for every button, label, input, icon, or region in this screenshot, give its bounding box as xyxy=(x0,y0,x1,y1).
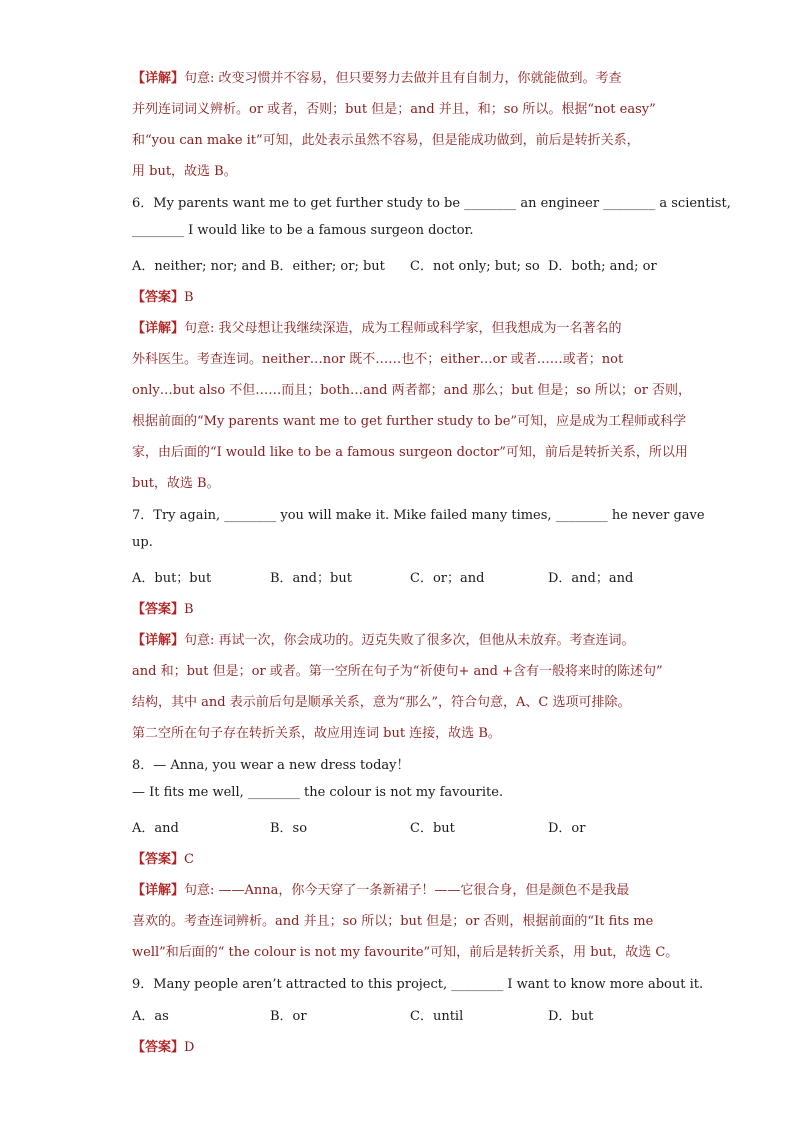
q6-stem-line-1: 6．My parents want me to get further study to be ________ an engineer ________ a scientist, xyxy=(132,196,731,211)
answer-tag: 【答案】 xyxy=(132,290,185,305)
q6-detail-line-6: but，故选 B。 xyxy=(132,476,220,491)
q5-detail-line-1 xyxy=(132,67,622,86)
q7-detail-line-1 xyxy=(132,629,635,648)
q8-option-c: C．but xyxy=(410,821,455,836)
q6-detail-line-4: 根据前面的“My parents want me to get further study to be”可知，应是成为工程师或科学 xyxy=(132,414,687,429)
q6-detail-line-3: only…but also 不但……而且；both…and 两者都；and 那么；but 但是；so 所以；or 否则， xyxy=(132,383,692,398)
q9-option-c: C．until xyxy=(410,1009,464,1024)
q8-answer xyxy=(132,848,194,867)
detail-text: 句意: 再试一次，你会成功的。迈克失败了很多次，但他从未放弃。考查连词。 xyxy=(184,633,635,648)
q8-stem-line-2: — It fits me well, ________ the colour is not my favourite. xyxy=(132,785,504,800)
answer-tag: 【答案】 xyxy=(132,602,185,617)
answer-tag: 【答案】 xyxy=(132,1040,185,1055)
q9-answer xyxy=(132,1036,194,1055)
q8-detail-line-1 xyxy=(132,879,629,898)
q7-option-b: B．and；but xyxy=(270,571,352,586)
answer-value: B xyxy=(184,290,194,305)
q9-option-a: A．as xyxy=(132,1009,169,1024)
detail-text: 句意: 改变习惯并不容易，但只要努力去做并且有自制力，你就能做到。考查 xyxy=(184,71,622,86)
q6-answer xyxy=(132,286,194,305)
q7-answer xyxy=(132,598,194,617)
q9-stem-line-1: 9．Many people aren’t attracted to this project, ________ I want to know more about it. xyxy=(132,977,704,992)
q8-option-a: A．and xyxy=(132,821,179,836)
q7-option-c: C．or；and xyxy=(410,571,485,586)
q9-option-b: B．or xyxy=(270,1009,307,1024)
q5-detail-line-3: 和“you can make it”可知，此处表示虽然不容易，但是能成功做到，前后是转折关系， xyxy=(132,133,640,148)
detail-tag: 【详解】 xyxy=(132,633,185,648)
detail-tag: 【详解】 xyxy=(132,321,185,336)
q6-detail-line-1 xyxy=(132,317,622,336)
answer-value: C xyxy=(184,852,194,867)
q6-option-a: A．neither; nor; and xyxy=(132,259,266,274)
answer-value: B xyxy=(184,602,194,617)
q7-detail-line-3: 结构，其中 and 表示前后句是顺承关系，意为“那么”，符合句意，A、C 选项可排除。 xyxy=(132,695,631,710)
q6-option-c: C．not only; but; so xyxy=(410,259,540,274)
q5-detail-line-4: 用 but，故选 B。 xyxy=(132,164,237,179)
q7-option-d: D．and；and xyxy=(548,571,634,586)
q6-option-b: B．either; or; but xyxy=(270,259,385,274)
q7-option-a: A．but；but xyxy=(132,571,212,586)
q7-stem-line-1: 7．Try again, ________ you will make it. Mike failed many times, ________ he never gave xyxy=(132,508,705,523)
detail-tag: 【详解】 xyxy=(132,71,185,86)
detail-tag: 【详解】 xyxy=(132,883,185,898)
q8-detail-line-3: well”和后面的“ the colour is not my favourite”可知，前后是转折关系，用 but，故选 C。 xyxy=(132,945,679,960)
q5-detail-line-2: 并列连词词义辨析。or 或者，否则；but 但是；and 并且，和；so 所以。根据“not easy” xyxy=(132,102,656,117)
q6-option-d: D．both; and; or xyxy=(548,259,657,274)
q7-detail-line-2: and 和；but 但是；or 或者。第一空所在句子为“祈使句+ and +含有一般将来时的陈述句” xyxy=(132,664,663,679)
q6-detail-line-2: 外科医生。考查连词。neither…nor 既不……也不；either…or 或者……或者；not xyxy=(132,352,624,367)
q7-stem-line-2: up. xyxy=(132,535,153,550)
q7-detail-line-4: 第二空所在句子存在转折关系，故应用连词 but 连接，故选 B。 xyxy=(132,726,501,741)
q8-option-d: D．or xyxy=(548,821,586,836)
detail-text: 句意: 我父母想让我继续深造，成为工程师或科学家，但我想成为一名著名的 xyxy=(184,321,622,336)
answer-value: D xyxy=(184,1040,195,1055)
q6-stem-line-2: ________ I would like to be a famous surgeon doctor. xyxy=(132,223,474,238)
q8-detail-line-2: 喜欢的。考查连词辨析。and 并且；so 所以；but 但是；or 否则，根据前面的“It fits me xyxy=(132,914,654,929)
q9-option-d: D．but xyxy=(548,1009,594,1024)
detail-text: 句意: ——Anna，你今天穿了一条新裙子！——它很合身，但是颜色不是我最 xyxy=(184,883,630,898)
q6-detail-line-5: 家，由后面的“I would like to be a famous surgeon doctor”可知，前后是转折关系，所以用 xyxy=(132,445,688,460)
answer-tag: 【答案】 xyxy=(132,852,185,867)
q8-option-b: B．so xyxy=(270,821,308,836)
q8-stem-line-1: 8．— Anna, you wear a new dress today！ xyxy=(132,758,410,773)
